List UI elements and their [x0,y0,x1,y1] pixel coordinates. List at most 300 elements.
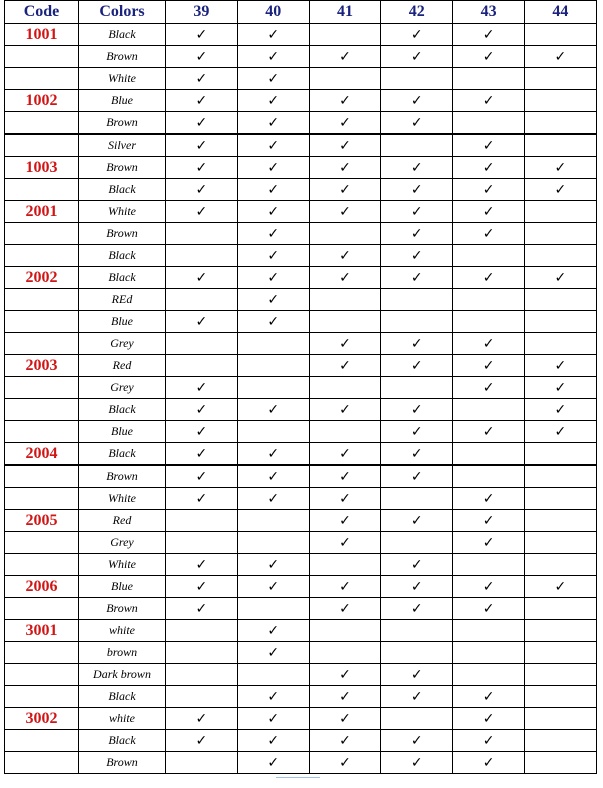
color-name: Brown [79,223,166,245]
empty-size-cell [237,664,309,686]
table-row [5,223,597,245]
empty-size-cell [237,510,309,532]
table-row [5,730,597,752]
check-mark-icon: ✓ [309,488,381,510]
empty-size-cell [524,112,596,135]
header-size-39: 39 [166,1,238,24]
check-mark-icon: ✓ [237,134,309,157]
table-row [5,620,597,642]
table-row [5,179,597,201]
empty-size-cell [453,311,525,333]
empty-size-cell [309,24,381,46]
check-mark-icon: ✓ [381,355,453,377]
check-mark-icon: ✓ [166,311,238,333]
header-size-42: 42 [381,1,453,24]
product-code [5,465,79,488]
empty-size-cell [524,24,596,46]
table-row [5,267,597,289]
table-row [5,201,597,223]
table-row [5,488,597,510]
check-mark-icon: ✓ [237,554,309,576]
check-mark-icon: ✓ [166,443,238,466]
check-mark-icon: ✓ [381,686,453,708]
check-mark-icon: ✓ [309,510,381,532]
empty-size-cell [524,289,596,311]
product-code: 2001 [5,201,79,223]
check-mark-icon: ✓ [381,157,453,179]
check-mark-icon: ✓ [166,598,238,620]
table-row [5,311,597,333]
check-mark-icon: ✓ [381,443,453,466]
check-mark-icon: ✓ [453,576,525,598]
product-code [5,399,79,421]
check-mark-icon: ✓ [381,112,453,135]
product-code: 2002 [5,267,79,289]
check-mark-icon: ✓ [166,24,238,46]
check-mark-icon: ✓ [309,576,381,598]
check-mark-icon: ✓ [309,664,381,686]
empty-size-cell [524,730,596,752]
empty-size-cell [524,642,596,664]
header-colors: Colors [79,1,166,24]
table-row [5,752,597,774]
color-name: Black [79,267,166,289]
check-mark-icon: ✓ [237,311,309,333]
check-mark-icon: ✓ [309,179,381,201]
empty-size-cell [309,642,381,664]
empty-size-cell [524,201,596,223]
check-mark-icon: ✓ [381,267,453,289]
color-name: Black [79,24,166,46]
check-mark-icon: ✓ [237,576,309,598]
empty-size-cell [237,421,309,443]
product-code: 2005 [5,510,79,532]
product-code: 2004 [5,443,79,466]
table-row [5,289,597,311]
color-name: Blue [79,90,166,112]
color-name: Brown [79,157,166,179]
color-name: Brown [79,46,166,68]
table-row [5,510,597,532]
empty-size-cell [381,68,453,90]
check-mark-icon: ✓ [381,421,453,443]
empty-size-cell [524,311,596,333]
empty-size-cell [166,223,238,245]
table-row [5,598,597,620]
product-code [5,421,79,443]
check-mark-icon: ✓ [309,355,381,377]
check-mark-icon: ✓ [309,112,381,135]
table-row [5,355,597,377]
check-mark-icon: ✓ [453,267,525,289]
check-mark-icon: ✓ [237,201,309,223]
empty-size-cell [524,465,596,488]
empty-size-cell [524,90,596,112]
check-mark-icon: ✓ [381,24,453,46]
check-mark-icon: ✓ [453,355,525,377]
empty-size-cell [166,355,238,377]
check-mark-icon: ✓ [309,598,381,620]
check-mark-icon: ✓ [453,24,525,46]
check-mark-icon: ✓ [309,465,381,488]
color-name: Blue [79,311,166,333]
empty-size-cell [453,465,525,488]
color-name: Grey [79,377,166,399]
product-code: 2003 [5,355,79,377]
product-code [5,134,79,157]
empty-size-cell [309,68,381,90]
stock-sheet [4,0,596,774]
table-row [5,90,597,112]
empty-size-cell [237,532,309,554]
check-mark-icon: ✓ [524,399,596,421]
empty-size-cell [166,642,238,664]
product-code [5,532,79,554]
check-mark-icon: ✓ [453,730,525,752]
product-code: 2006 [5,576,79,598]
check-mark-icon: ✓ [524,46,596,68]
check-mark-icon: ✓ [381,664,453,686]
check-mark-icon: ✓ [309,730,381,752]
table-row [5,399,597,421]
check-mark-icon: ✓ [453,157,525,179]
check-mark-icon: ✓ [381,201,453,223]
empty-size-cell [166,245,238,267]
selection-marker [276,777,320,778]
check-mark-icon: ✓ [166,201,238,223]
check-mark-icon: ✓ [453,510,525,532]
product-code [5,245,79,267]
color-name: Brown [79,112,166,135]
empty-size-cell [524,333,596,355]
product-code [5,68,79,90]
color-name: Blue [79,421,166,443]
check-mark-icon: ✓ [309,752,381,774]
check-mark-icon: ✓ [237,179,309,201]
check-mark-icon: ✓ [453,333,525,355]
check-mark-icon: ✓ [237,752,309,774]
check-mark-icon: ✓ [237,488,309,510]
empty-size-cell [166,289,238,311]
color-name: White [79,488,166,510]
check-mark-icon: ✓ [524,377,596,399]
check-mark-icon: ✓ [524,157,596,179]
check-mark-icon: ✓ [453,532,525,554]
check-mark-icon: ✓ [166,46,238,68]
color-name: Brown [79,752,166,774]
check-mark-icon: ✓ [381,223,453,245]
empty-size-cell [166,532,238,554]
table-row [5,664,597,686]
check-mark-icon: ✓ [237,686,309,708]
color-name: White [79,201,166,223]
check-mark-icon: ✓ [453,752,525,774]
check-mark-icon: ✓ [453,179,525,201]
empty-size-cell [381,377,453,399]
product-code [5,554,79,576]
check-mark-icon: ✓ [524,355,596,377]
check-mark-icon: ✓ [309,399,381,421]
color-name: Dark brown [79,664,166,686]
check-mark-icon: ✓ [237,112,309,135]
check-mark-icon: ✓ [453,134,525,157]
check-mark-icon: ✓ [166,554,238,576]
check-mark-icon: ✓ [166,112,238,135]
empty-size-cell [381,134,453,157]
color-name: Brown [79,465,166,488]
check-mark-icon: ✓ [381,752,453,774]
empty-size-cell [453,399,525,421]
product-code [5,686,79,708]
product-code [5,752,79,774]
product-code: 1001 [5,24,79,46]
check-mark-icon: ✓ [166,399,238,421]
table-row [5,576,597,598]
check-mark-icon: ✓ [166,465,238,488]
color-name: Black [79,730,166,752]
table-row [5,421,597,443]
check-mark-icon: ✓ [381,245,453,267]
color-name: Brown [79,598,166,620]
empty-size-cell [453,289,525,311]
check-mark-icon: ✓ [453,201,525,223]
check-mark-icon: ✓ [453,686,525,708]
check-mark-icon: ✓ [524,576,596,598]
color-name: Black [79,399,166,421]
empty-size-cell [453,664,525,686]
empty-size-cell [381,289,453,311]
product-code [5,642,79,664]
empty-size-cell [524,532,596,554]
empty-size-cell [524,68,596,90]
empty-size-cell [309,289,381,311]
check-mark-icon: ✓ [381,399,453,421]
product-code [5,730,79,752]
empty-size-cell [166,510,238,532]
empty-size-cell [453,642,525,664]
table-row [5,465,597,488]
check-mark-icon: ✓ [309,532,381,554]
check-mark-icon: ✓ [166,157,238,179]
empty-size-cell [524,708,596,730]
table-row [5,68,597,90]
color-name: brown [79,642,166,664]
empty-size-cell [524,598,596,620]
empty-size-cell [453,245,525,267]
check-mark-icon: ✓ [453,90,525,112]
check-mark-icon: ✓ [237,642,309,664]
header-size-41: 41 [309,1,381,24]
color-name: Black [79,686,166,708]
table-row [5,377,597,399]
check-mark-icon: ✓ [453,421,525,443]
check-mark-icon: ✓ [309,333,381,355]
product-code [5,223,79,245]
table-body [5,24,597,774]
table-row [5,642,597,664]
check-mark-icon: ✓ [237,245,309,267]
check-mark-icon: ✓ [309,267,381,289]
check-mark-icon: ✓ [166,377,238,399]
empty-size-cell [166,333,238,355]
empty-size-cell [237,355,309,377]
check-mark-icon: ✓ [309,90,381,112]
empty-size-cell [524,664,596,686]
empty-size-cell [166,752,238,774]
check-mark-icon: ✓ [237,267,309,289]
product-code: 1003 [5,157,79,179]
product-code [5,289,79,311]
check-mark-icon: ✓ [309,46,381,68]
empty-size-cell [309,377,381,399]
color-name: White [79,68,166,90]
color-name: Red [79,510,166,532]
check-mark-icon: ✓ [309,201,381,223]
check-mark-icon: ✓ [237,708,309,730]
color-name: Blue [79,576,166,598]
check-mark-icon: ✓ [166,134,238,157]
check-mark-icon: ✓ [166,708,238,730]
check-mark-icon: ✓ [237,730,309,752]
check-mark-icon: ✓ [237,289,309,311]
table-row [5,245,597,267]
table-row [5,443,597,466]
check-mark-icon: ✓ [166,576,238,598]
empty-size-cell [166,686,238,708]
empty-size-cell [524,554,596,576]
check-mark-icon: ✓ [309,443,381,466]
empty-size-cell [524,620,596,642]
color-name: Grey [79,333,166,355]
color-name: Black [79,443,166,466]
check-mark-icon: ✓ [166,68,238,90]
check-mark-icon: ✓ [381,510,453,532]
empty-size-cell [381,642,453,664]
color-name: Grey [79,532,166,554]
table-row [5,112,597,135]
check-mark-icon: ✓ [309,157,381,179]
check-mark-icon: ✓ [381,90,453,112]
check-mark-icon: ✓ [237,443,309,466]
check-mark-icon: ✓ [524,421,596,443]
product-code [5,311,79,333]
product-code: 3001 [5,620,79,642]
empty-size-cell [237,377,309,399]
check-mark-icon: ✓ [453,46,525,68]
check-mark-icon: ✓ [237,465,309,488]
check-mark-icon: ✓ [237,399,309,421]
empty-size-cell [381,311,453,333]
check-mark-icon: ✓ [237,223,309,245]
table-row [5,46,597,68]
empty-size-cell [453,620,525,642]
header-size-40: 40 [237,1,309,24]
check-mark-icon: ✓ [237,46,309,68]
empty-size-cell [381,708,453,730]
check-mark-icon: ✓ [453,488,525,510]
empty-size-cell [453,112,525,135]
header-size-44: 44 [524,1,596,24]
empty-size-cell [309,421,381,443]
color-name: Silver [79,134,166,157]
check-mark-icon: ✓ [166,488,238,510]
color-name: white [79,620,166,642]
check-mark-icon: ✓ [453,708,525,730]
empty-size-cell [237,598,309,620]
check-mark-icon: ✓ [381,46,453,68]
check-mark-icon: ✓ [524,179,596,201]
check-mark-icon: ✓ [453,223,525,245]
table-row [5,554,597,576]
table-row [5,134,597,157]
check-mark-icon: ✓ [309,245,381,267]
table-row [5,333,597,355]
product-code [5,488,79,510]
empty-size-cell [166,620,238,642]
check-mark-icon: ✓ [524,267,596,289]
empty-size-cell [309,620,381,642]
header-size-43: 43 [453,1,525,24]
color-name: White [79,554,166,576]
check-mark-icon: ✓ [309,686,381,708]
check-mark-icon: ✓ [453,377,525,399]
check-mark-icon: ✓ [309,134,381,157]
color-name: Black [79,245,166,267]
product-code [5,664,79,686]
check-mark-icon: ✓ [381,730,453,752]
product-code [5,179,79,201]
product-code: 1002 [5,90,79,112]
color-name: white [79,708,166,730]
empty-size-cell [237,333,309,355]
table-row [5,532,597,554]
check-mark-icon: ✓ [381,598,453,620]
table-row [5,686,597,708]
color-name: Black [79,179,166,201]
check-mark-icon: ✓ [381,576,453,598]
table-row [5,708,597,730]
empty-size-cell [524,752,596,774]
product-code [5,598,79,620]
product-code [5,46,79,68]
check-mark-icon: ✓ [237,24,309,46]
empty-size-cell [381,532,453,554]
empty-size-cell [524,134,596,157]
empty-size-cell [166,664,238,686]
check-mark-icon: ✓ [381,554,453,576]
empty-size-cell [524,488,596,510]
header-row [5,1,597,24]
empty-size-cell [453,443,525,466]
empty-size-cell [524,686,596,708]
check-mark-icon: ✓ [381,333,453,355]
empty-size-cell [309,311,381,333]
check-mark-icon: ✓ [309,708,381,730]
empty-size-cell [453,554,525,576]
check-mark-icon: ✓ [166,179,238,201]
table-row [5,24,597,46]
product-code [5,333,79,355]
color-name: Red [79,355,166,377]
check-mark-icon: ✓ [237,620,309,642]
check-mark-icon: ✓ [381,179,453,201]
product-code [5,377,79,399]
product-code [5,112,79,135]
check-mark-icon: ✓ [166,730,238,752]
table-row [5,157,597,179]
empty-size-cell [524,245,596,267]
product-code: 3002 [5,708,79,730]
